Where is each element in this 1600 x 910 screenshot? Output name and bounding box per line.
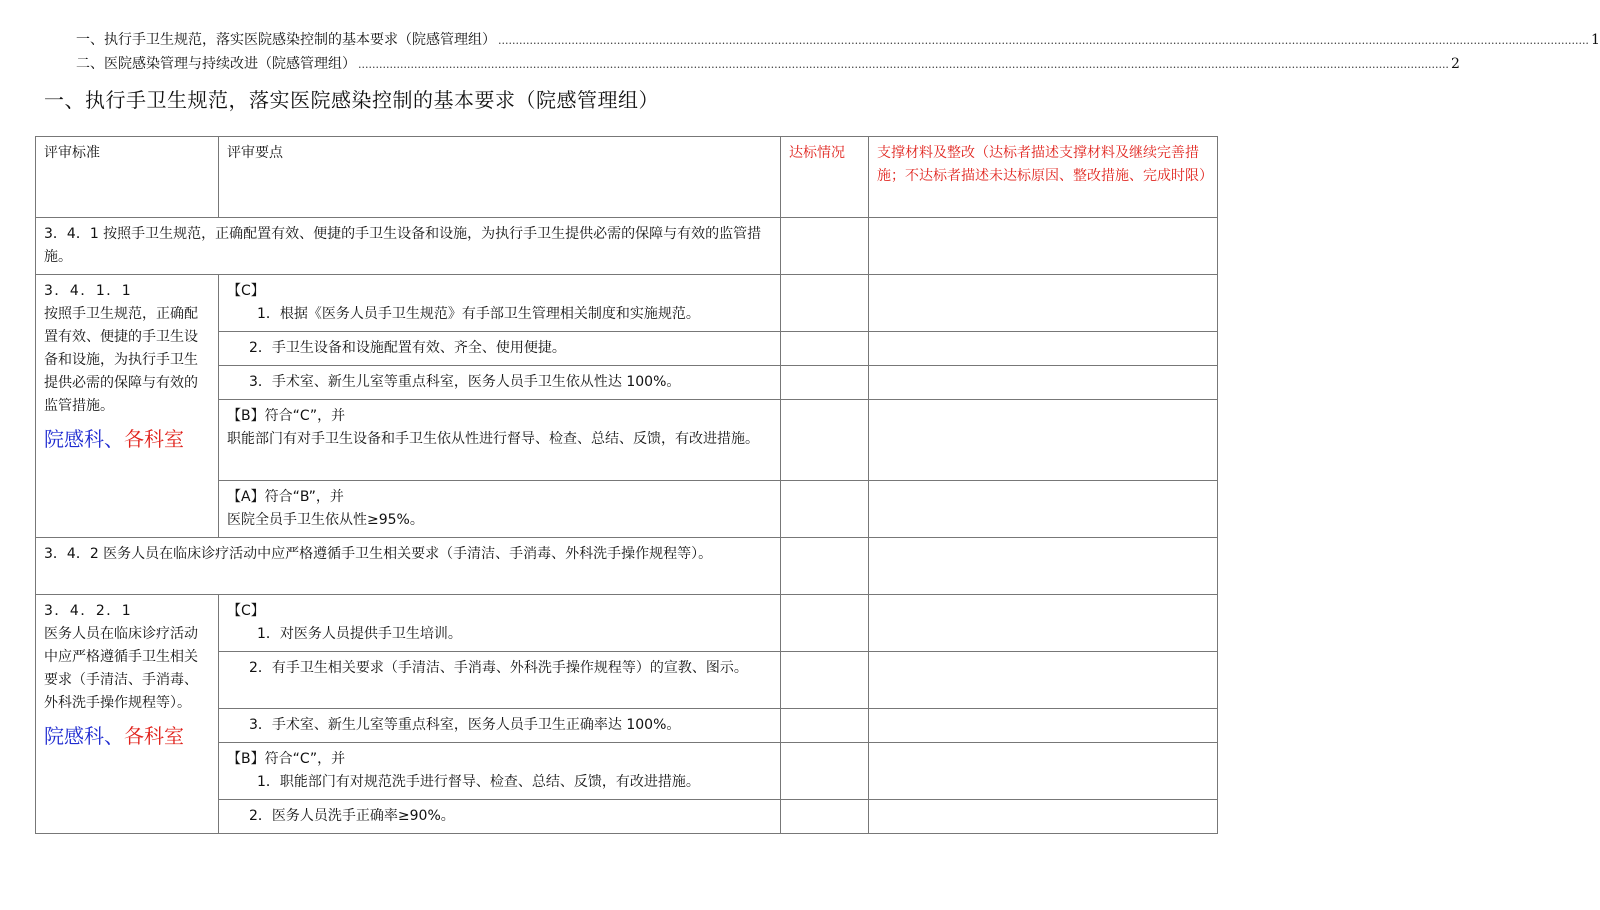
support-cell[interactable] (869, 652, 1218, 709)
status-cell[interactable] (781, 332, 869, 366)
point-cell (219, 275, 781, 332)
department-label (44, 424, 210, 454)
support-cell[interactable] (869, 709, 1218, 743)
header-status: 达标情况 (781, 137, 869, 218)
toc-entry-text: 一、执行手卫生规范，落实医院感染控制的基本要求（院感管理组） (76, 32, 496, 48)
toc-leader-dots: ........................................................................................................................................................................................................................................................................................................................ (498, 34, 1589, 47)
table-row (36, 218, 1218, 275)
status-cell[interactable] (781, 800, 869, 834)
support-cell[interactable] (869, 366, 1218, 400)
status-cell[interactable] (781, 709, 869, 743)
clause-title: 3．4．1 按照手卫生规范，正确配置有效、便捷的手卫生设备和设施，为执行手卫生提供必需的保障与有效的监管措施。 (36, 218, 781, 275)
department-all: 各科室 (124, 427, 184, 451)
grade-label: 【B】符合“C”，并 (227, 408, 346, 424)
table-header-row (36, 137, 1218, 218)
point-text: 1．对医务人员提供手卫生培训。 (257, 626, 462, 642)
department-label (44, 721, 210, 751)
point-text: 2．医务人员洗手正确率≥90%。 (219, 800, 781, 834)
standard-cell (36, 275, 219, 538)
status-cell[interactable] (781, 595, 869, 652)
toc-entry[interactable] (76, 52, 1460, 76)
table-row (36, 538, 1218, 595)
point-text: 医院全员手卫生依从性≥95%。 (227, 512, 424, 528)
standard-number: 3．4．1．1 (44, 283, 133, 299)
toc-entry-text: 二、医院感染管理与持续改进（院感管理组） (76, 56, 356, 72)
grade-label: 【A】符合“B”，并 (227, 489, 344, 505)
support-cell[interactable] (869, 218, 1218, 275)
status-cell[interactable] (781, 652, 869, 709)
support-cell[interactable] (869, 400, 1218, 481)
department-all: 各科室 (124, 724, 184, 748)
point-text: 2．手卫生设备和设施配置有效、齐全、使用便捷。 (219, 332, 781, 366)
header-support: 支撑材料及整改（达标者描述支撑材料及继续完善措施；不达标者描述未达标原因、整改措施、完成时限） (869, 137, 1218, 218)
point-text: 1．根据《医务人员手卫生规范》有手部卫生管理相关制度和实施规范。 (257, 306, 700, 322)
point-text: 3．手术室、新生儿室等重点科室，医务人员手卫生依从性达 100%。 (219, 366, 781, 400)
status-cell[interactable] (781, 366, 869, 400)
status-cell[interactable] (781, 481, 869, 538)
point-text: 职能部门有对手卫生设备和手卫生依从性进行督导、检查、总结、反馈，有改进措施。 (227, 431, 759, 447)
department-infection: 院感科、 (44, 427, 124, 451)
grade-label: 【C】 (227, 603, 265, 619)
point-text: 2．有手卫生相关要求（手清洁、手消毒、外科洗手操作规程等）的宣教、图示。 (249, 660, 748, 676)
point-cell (219, 652, 781, 709)
standard-number: 3．4．2．1 (44, 603, 133, 619)
point-cell (219, 595, 781, 652)
toc-leader-dots: ........................................................................................................................................................................................................................................................................................................................ (358, 58, 1449, 71)
status-cell[interactable] (781, 743, 869, 800)
toc-entry[interactable] (76, 28, 1600, 52)
toc-page-number: 2 (1450, 56, 1460, 72)
table-of-contents (76, 28, 1600, 76)
section-heading: 一、执行手卫生规范，落实医院感染控制的基本要求（院感管理组） (44, 88, 659, 112)
standard-text: 按照手卫生规范，正确配置有效、便捷的手卫生设备和设施，为执行手卫生提供必需的保障与有效的监管措施。 (44, 306, 198, 414)
standard-cell (36, 595, 219, 834)
support-cell[interactable] (869, 481, 1218, 538)
support-cell[interactable] (869, 538, 1218, 595)
department-infection: 院感科、 (44, 724, 124, 748)
header-points: 评审要点 (219, 137, 781, 218)
support-cell[interactable] (869, 743, 1218, 800)
header-standard: 评审标准 (36, 137, 219, 218)
status-cell[interactable] (781, 218, 869, 275)
support-cell[interactable] (869, 332, 1218, 366)
point-cell (219, 400, 781, 481)
support-cell[interactable] (869, 800, 1218, 834)
clause-title: 3．4．2 医务人员在临床诊疗活动中应严格遵循手卫生相关要求（手清洁、手消毒、外科洗手操作规程等）。 (36, 538, 781, 595)
point-text: 1．职能部门有对规范洗手进行督导、检查、总结、反馈，有改进措施。 (257, 774, 700, 790)
point-cell (219, 743, 781, 800)
point-cell (219, 481, 781, 538)
review-table (35, 136, 1218, 834)
support-cell[interactable] (869, 275, 1218, 332)
support-cell[interactable] (869, 595, 1218, 652)
grade-label: 【C】 (227, 283, 265, 299)
status-cell[interactable] (781, 538, 869, 595)
grade-label: 【B】符合“C”，并 (227, 751, 346, 767)
table-row (36, 595, 1218, 652)
status-cell[interactable] (781, 400, 869, 481)
toc-page-number: 1 (1590, 32, 1600, 48)
table-row (36, 275, 1218, 332)
standard-text: 医务人员在临床诊疗活动中应严格遵循手卫生相关要求（手清洁、手消毒、外科洗手操作规程等）。 (44, 626, 198, 711)
status-cell[interactable] (781, 275, 869, 332)
point-text: 3．手术室、新生儿室等重点科室，医务人员手卫生正确率达 100%。 (219, 709, 781, 743)
